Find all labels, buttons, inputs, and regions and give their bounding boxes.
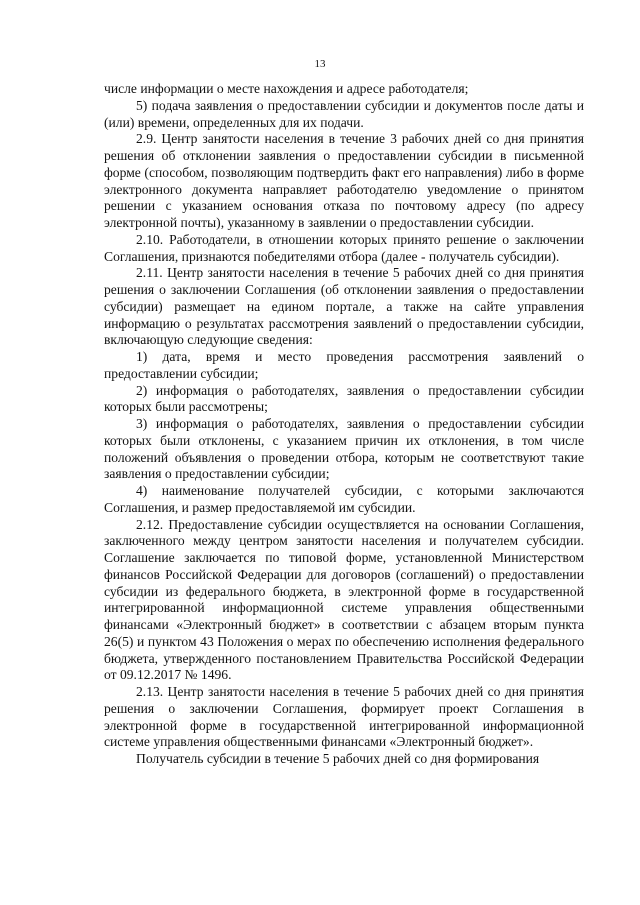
document-body	[104, 81, 584, 768]
page-number: 13	[314, 58, 326, 70]
paragraph: числе информации о месте нахождения и адресе работодателя;	[104, 81, 469, 96]
paragraph: 2.12. Предоставление субсидии осуществляется на основании Соглашения, заключенного между центром занятости населения и получателем субсидии. Соглашение заключается по типовой форме, установленной Министерством финансов Российской Федерации для договоров (соглашений) о предоставлении субсидии из федерального бюджета, в электронной форме в государственной интегрированной информационной системе управления общественными финансами «Электронный бюджет» в соответствии с абзацем вторым пункта 26(5) и пунктом 43 Положения о мерах по обеспечению исполнения федерального бюджета, утвержденного постановлением Правительства Российской Федерации от 09.12.2017 № 1496.	[104, 516, 584, 683]
paragraph: 3) информация о работодателях, заявления о предоставлении субсидии которых были отклонены, с указанием причин их отклонения, в том числе положений объявления о проведении отбора, которым не соответствуют такие заявления о предоставлении субсидии;	[104, 416, 584, 482]
paragraph: Получатель субсидии в течение 5 рабочих дней со дня формирования	[136, 751, 540, 766]
paragraph: 2.11. Центр занятости населения в течение 5 рабочих дней со дня принятия решения о заключении Соглашения (об отклонении заявления о предоставлении субсидии) размещает на едином портале, а также на сайте управления информацию о результатах рассмотрения заявлений о предоставлении субсидии, включающую следующие сведения:	[104, 265, 584, 348]
paragraph: 2) информация о работодателях, заявления о предоставлении субсидии которых были рассмотрены;	[104, 382, 584, 415]
paragraph: 4) наименование получателей субсидии, с которыми заключаются Соглашения, и размер предоставляемой им субсидии.	[104, 483, 584, 515]
paragraph: 2.13. Центр занятости населения в течение 5 рабочих дней со дня принятия решения о заключении Соглашения, формирует проект Соглашения в электронной форме в государственной интегрированной информационной системе управления общественными финансами «Электронный бюджет».	[104, 684, 584, 750]
paragraph: 5) подача заявления о предоставлении субсидии и документов после даты и (или) времени, определенных для их подачи.	[104, 97, 584, 130]
paragraph: 2.9. Центр занятости населения в течение 3 рабочих дней со дня принятия решения об отклонении заявления о предоставлении субсидии в письменной форме (способом, позволяющим подтвердить факт его направления) либо в форме электронного документа направляет работодателю уведомление о принятом решении с указанием основания отказа по почтовому адресу (по адресу электронной почты), указанному в заявлении о предоставлении субсидии.	[104, 131, 584, 230]
paragraph: 1) дата, время и место проведения рассмотрения заявлений о предоставлении субсидии;	[104, 349, 584, 381]
paragraph: 2.10. Работодатели, в отношении которых принято решение о заключении Соглашения, признаются победителями отбора (далее - получатель субсидии).	[104, 231, 584, 264]
